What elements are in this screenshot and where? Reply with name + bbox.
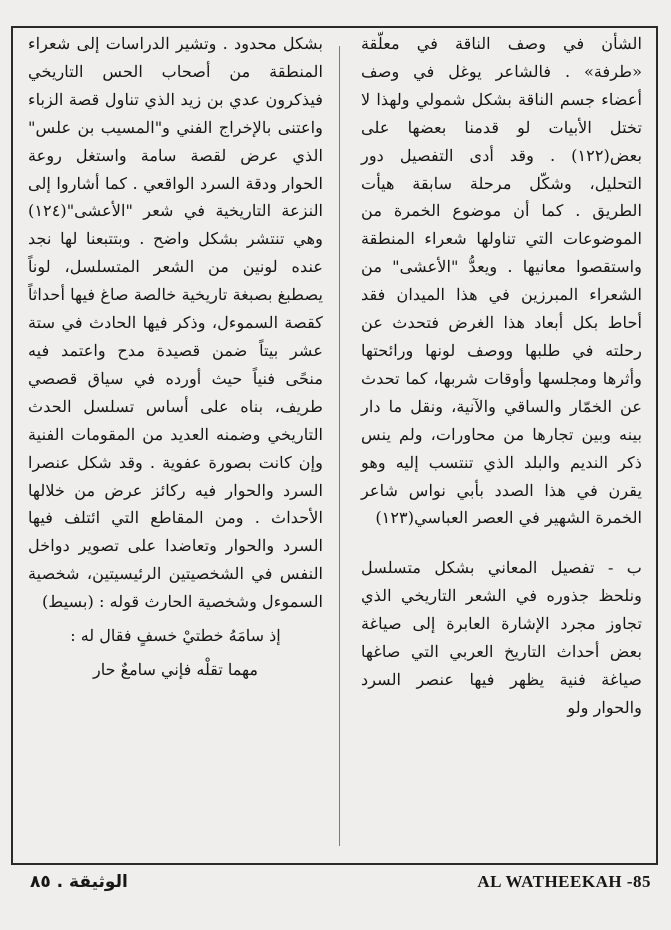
verse-line-1: إذ سامَهُ خطتيْ خسفٍ فقال له : (70, 626, 281, 646)
poem-verse (28, 622, 323, 684)
left-text-column (28, 30, 323, 690)
right-paragraph-1: الشأن في وصف الناقة في معلّقة «طرفة» . فالشاعر يوغل في وصف أعضاء جسم الناقة بشكل شمولي ولهذا لا تختل الأبيات لو قدمنا بعضها على بعض(١٢٢) . وقد أدى التفصيل دور التحليل، وشكّل مرحلة سابقة هيأت الطريق . كما أن موضوع الخمرة من الموضوعات التي تناولها شعراء المنطقة واستقصوا معانيها . ويعدُّ "الأعشى" من الشعراء المبرزين في هذا الميدان فقد أحاط بكل أبعاد هذا الغرض فتحدث عن رحلته في طلبها ووصف لونها ورائحتها وأثرها ومجلسها وأوقات شربها، كما تحدث عن الخمّار والساقي والآنية، ونقل ما دار بينه وبين تجارها من محاورات، ولم ينس ذكر النديم والبلد الذي تنتسب إليه وهو يقرن في هذا الصدد بأبي نواس شاعر الخمرة الشهير في العصر العباسي(١٢٣) (361, 34, 642, 528)
verse-line-2: مهما تقلْه فإني سامعٌ حار (92, 659, 258, 679)
left-paragraph: بشكل محدود . وتشير الدراسات إلى شعراء المنطقة من أصحاب الحس التاريخي فيذكرون عدي بن زيد الذي تناول قصة الزباء واعتنى بالإخراج الفني و"المسيب بن علس" الذي عرض لقصة سامة واستغل روعة الحوار ودقة السرد الواقعي . كما أشاروا إلى النزعة التاريخية في شعر "الأعشى"(١٢٤) وهي تنتشر بشكل واضح . وبتتبعنا لها نجد عنده لونين من الشعر المتسلسل، لوناً يصطبغ بصبغة تاريخية خالصة صاغ فيها أحداثاً كقصة السموءل، وذكر فيها الحادث في ستة عشر بيتاً ضمن قصيدة مدح واعتمد فيه منحًى فنياً حيث أورده في سياق قصصي طريف، بناه على أساس تسلسل الحدث التاريخي وضمنه العديد من المقومات الفنية وإن كانت بصورة عفوية . وقد شكل عنصرا السرد والحوار فيه ركائز عرض من خلالها الأحداث . ومن المقاطع التي ائتلف فيها السرد والحوار وتعاضدا على تصوير دواخل النفس في الشخصيتين الرئيسيتين، شخصية السموءل وشخصية الحارث قوله : (بسيط) (28, 34, 323, 612)
column-divider (339, 46, 340, 846)
right-text-column (361, 30, 642, 722)
footer-arabic-page-label: الوثيقة . ٨٥ (30, 872, 128, 892)
footer-english-page-label: AL WATHEEKAH -85 (477, 872, 651, 891)
page-footer (0, 872, 671, 902)
right-paragraph-2: ب - تفصيل المعاني بشكل متسلسل ونلحظ جذوره في الشعر التاريخي الذي تجاوز مجرد الإشارة العابرة إلى صياغة بعض أحداث التاريخ العربي التي صاغها صياغة فنية يظهر فيها عنصر السرد والحوار ولو (361, 558, 642, 717)
